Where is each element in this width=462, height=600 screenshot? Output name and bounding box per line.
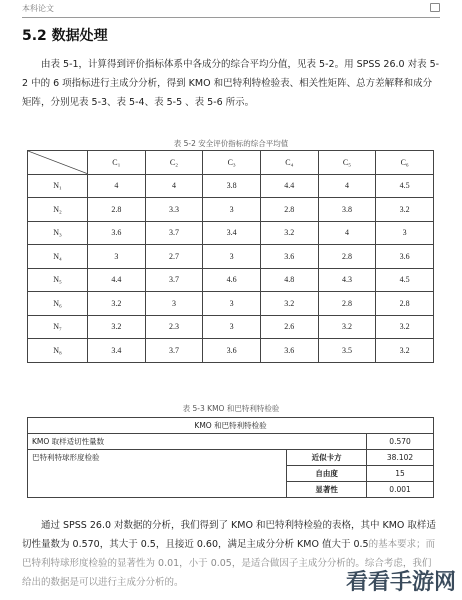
table-cell: 3.2 bbox=[376, 315, 434, 339]
table-cell: 3.6 bbox=[260, 339, 318, 363]
table-cell: 3.2 bbox=[88, 292, 146, 316]
table-5-3-caption: 表 5-3 KMO 和巴特利特检验 bbox=[182, 404, 280, 413]
table-cell: 3.7 bbox=[145, 339, 203, 363]
table-cell: 3 bbox=[145, 292, 203, 316]
corner-cell bbox=[28, 151, 88, 175]
table-cell: 3.8 bbox=[203, 174, 261, 198]
table-title-row bbox=[28, 418, 434, 434]
table-cell: 3.6 bbox=[260, 245, 318, 269]
row-header: N₂ bbox=[28, 198, 88, 222]
table-cell: 2.8 bbox=[260, 198, 318, 222]
table-cell: 3 bbox=[203, 292, 261, 316]
table-cell: 3.2 bbox=[88, 315, 146, 339]
table-cell: 3.2 bbox=[260, 221, 318, 245]
col-header: C₄ bbox=[260, 151, 318, 175]
bartlett-label: 巴特利特球形度检验 bbox=[28, 450, 287, 498]
table-cell: 3.4 bbox=[203, 221, 261, 245]
table-cell: 4.6 bbox=[203, 268, 261, 292]
row-header: N₅ bbox=[28, 268, 88, 292]
table-cell: 2.8 bbox=[376, 292, 434, 316]
kmo-label: KMO 取样适切性量数 bbox=[28, 434, 367, 450]
table-cell: 3.2 bbox=[376, 339, 434, 363]
conclusion-line-2: 的基本要求；而巴特利特球形度检验的显著性为 0.01，小于 0.05，是适合做因子主成分分 bbox=[22, 539, 436, 569]
table-cell: 4 bbox=[88, 174, 146, 198]
table-row bbox=[28, 450, 434, 466]
table-cell: 3.5 bbox=[318, 339, 376, 363]
bartlett-stat-label: 近似卡方 bbox=[287, 450, 367, 466]
table-row bbox=[28, 245, 434, 269]
watermark-logo: 看看手游网 bbox=[345, 570, 456, 595]
table-cell: 3 bbox=[203, 245, 261, 269]
row-header: N₈ bbox=[28, 339, 88, 363]
table-row bbox=[28, 292, 434, 316]
table-cell: 2.8 bbox=[88, 198, 146, 222]
table-cell: 3.4 bbox=[88, 339, 146, 363]
col-header: C₁ bbox=[88, 151, 146, 175]
table-cell: 4.4 bbox=[260, 174, 318, 198]
table-cell: 3.2 bbox=[318, 315, 376, 339]
table-cell: 4 bbox=[318, 174, 376, 198]
table-cell: 3 bbox=[203, 198, 261, 222]
table-cell: 4.3 bbox=[318, 268, 376, 292]
table-cell: 3 bbox=[88, 245, 146, 269]
header-text: 本科论文 bbox=[22, 4, 54, 13]
bartlett-stat-value: 15 bbox=[367, 466, 434, 482]
table-cell: 3.3 bbox=[145, 198, 203, 222]
col-header: C₃ bbox=[203, 151, 261, 175]
table-cell: 4 bbox=[318, 221, 376, 245]
diagonal-line bbox=[28, 151, 87, 174]
table-5-2-caption: 表 5-2 安全评价指标的综合平均值 bbox=[173, 139, 289, 148]
table-cell: 3.6 bbox=[88, 221, 146, 245]
table-cell: 3.7 bbox=[145, 221, 203, 245]
col-header: C₅ bbox=[318, 151, 376, 175]
page-icon bbox=[430, 3, 440, 12]
table-5-3 bbox=[27, 417, 434, 498]
table-row bbox=[28, 221, 434, 245]
table-cell: 2.7 bbox=[145, 245, 203, 269]
table-row bbox=[28, 198, 434, 222]
page-header bbox=[22, 3, 440, 18]
table-5-2 bbox=[27, 150, 434, 363]
col-header: C₆ bbox=[376, 151, 434, 175]
conclusion-line-3: 析的。综合考虑，我们给出的数据是可以进行主成分分析的。 bbox=[22, 558, 432, 588]
row-header: N₆ bbox=[28, 292, 88, 316]
bartlett-stat-label: 显著性 bbox=[287, 482, 367, 498]
conclusion-line-1: 通过 SPSS 26.0 对数据的分析，我们得到了 KMO 和巴特利特检验的表格，其中 KMO 取样适切性量数为 0.570，其大于 0.5，且接近 0.60，满足主成分分析 KMO 值大于 0.5 bbox=[22, 520, 436, 550]
table-cell: 3.8 bbox=[318, 198, 376, 222]
table-cell: 4.8 bbox=[260, 268, 318, 292]
bartlett-stat-value: 0.001 bbox=[367, 482, 434, 498]
table-cell: 4.5 bbox=[376, 174, 434, 198]
table-cell: 3.2 bbox=[376, 198, 434, 222]
intro-paragraph: 由表 5-1，计算得到评价指标体系中各成分的综合平均分值，见表 5-2。用 SPSS 26.0 对表 5-2 中的 6 项指标进行主成分分析，得到 KMO 和巴特利特检验表、相关性矩阵、总方差解释和成分矩阵，分别见表 5-3、表 5-4、表 5-5 、表 5-6 所示。 bbox=[22, 59, 440, 108]
table-cell: 3.6 bbox=[203, 339, 261, 363]
section-title: 5.2 数据处理 bbox=[22, 28, 108, 44]
bartlett-stat-label: 自由度 bbox=[287, 466, 367, 482]
table-row bbox=[28, 268, 434, 292]
table-cell: 3.6 bbox=[376, 245, 434, 269]
table-cell: 4.4 bbox=[88, 268, 146, 292]
table-cell: 4 bbox=[145, 174, 203, 198]
table-cell: 2.8 bbox=[318, 292, 376, 316]
table-cell: 3 bbox=[203, 315, 261, 339]
table-row bbox=[28, 315, 434, 339]
row-header: N₃ bbox=[28, 221, 88, 245]
kmo-value: 0.570 bbox=[367, 434, 434, 450]
row-header: N₁ bbox=[28, 174, 88, 198]
table-row bbox=[28, 339, 434, 363]
table-cell: 3.7 bbox=[145, 268, 203, 292]
table-cell: 4.5 bbox=[376, 268, 434, 292]
table-cell: 2.8 bbox=[318, 245, 376, 269]
table-title: KMO 和巴特利特检验 bbox=[28, 418, 434, 434]
col-header: C₂ bbox=[145, 151, 203, 175]
row-header: N₇ bbox=[28, 315, 88, 339]
bartlett-stat-value: 38.102 bbox=[367, 450, 434, 466]
table-cell: 2.6 bbox=[260, 315, 318, 339]
row-header: N₄ bbox=[28, 245, 88, 269]
table-row bbox=[28, 434, 434, 450]
table-cell: 3.2 bbox=[260, 292, 318, 316]
table-header-row bbox=[28, 151, 434, 175]
table-cell: 2.3 bbox=[145, 315, 203, 339]
table-cell: 3 bbox=[376, 221, 434, 245]
table-row bbox=[28, 174, 434, 198]
